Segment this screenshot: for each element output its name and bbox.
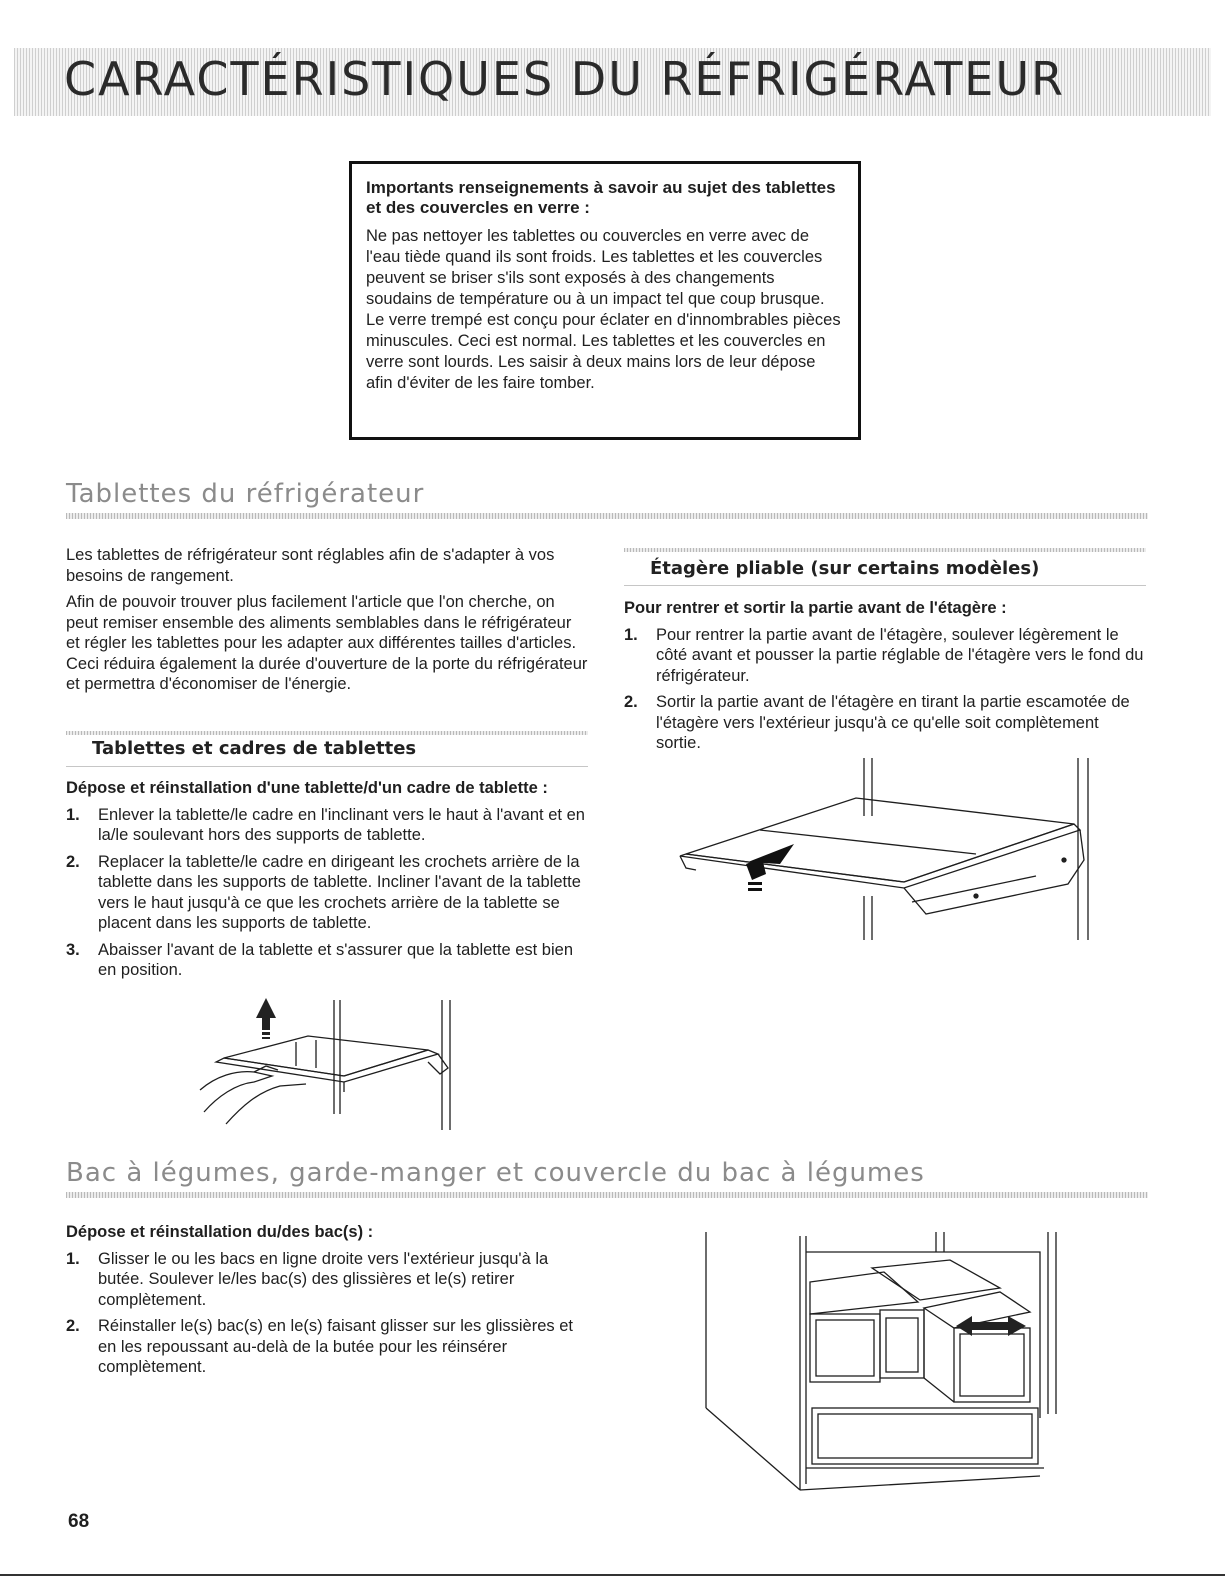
list-item: 2. Réinstaller le(s) bac(s) en le(s) faisant glisser sur les glissières et en les repoussant au-delà de la butée pour les réinsérer complètement. xyxy=(66,1317,573,1376)
folding-heading: Étagère pliable (sur certains modèles) xyxy=(650,558,1040,579)
folding-top-rule xyxy=(624,548,1146,552)
list-item: 1. Glisser le ou les bacs en ligne droite vers l'extérieur jusqu'à la butée. Soulever le/les bac(s) des glissières et le(s) retirer complètement. xyxy=(66,1249,549,1309)
frames-steps xyxy=(66,805,588,981)
list-item: 1. Enlever la tablette/le cadre en l'inclinant vers le haut à l'avant et en la/le soulevant hors des supports de tablette. xyxy=(66,805,585,844)
list-item: 2. Sortir la partie avant de l'étagère en tirant la partie escamotée de l'étagère vers l'extérieur jusqu'à ce qu'elle soit complètement sortie. xyxy=(624,693,1130,752)
list-item: 1. Pour rentrer la partie avant de l'étagère, soulever légèrement le côté avant et pousser la partie réglable de l'étagère vers le fond du réfrigérateur. xyxy=(624,625,1144,685)
crisper-heading-rule xyxy=(66,1192,1148,1198)
folding-steps xyxy=(624,625,1146,754)
list-item: 3. Abaisser l'avant de la tablette et s'assurer que la tablette est bien en position. xyxy=(66,940,574,979)
folding-instr-title: Pour rentrer et sortir la partie avant de l'étagère : xyxy=(624,599,1007,617)
page-number: 68 xyxy=(68,1511,90,1532)
crisper-instructions xyxy=(66,1222,588,1384)
notice-body: Ne pas nettoyer les tablettes ou couvercles en verre avec de l'eau tiède quand ils sont froids. Les tablettes et les couvercles peuvent se briser s'ils sont exposés à des changements soudains de température ou à un impact tel que coup brusque. Le verre trempé est conçu pour éclater en d'innombrables pièces minuscules. Ceci est normal. Les tablettes et les couvercles en verre sont lourds. Les saisir à deux mains lors de leur dépose afin d'éviter de les faire tomber. xyxy=(366,227,841,392)
crisper-heading: Bac à légumes, garde-manger et couvercle du bac à légumes xyxy=(66,1158,925,1188)
folding-shelf-illustration xyxy=(676,756,1106,944)
shelves-intro-paragraph-1: Les tablettes de réfrigérateur sont réglables afin de s'adapter à vos besoins de rangement. xyxy=(66,546,555,585)
frames-top-rule xyxy=(66,731,588,735)
crisper-drawer-illustration xyxy=(700,1228,1070,1494)
page-title: CARACTÉRISTIQUES DU RÉFRIGÉRATEUR xyxy=(64,52,1066,106)
notice-title: Importants renseignements à savoir au sujet des tablettes et des couvercles en verre : xyxy=(366,178,836,217)
glass-notice-box xyxy=(349,161,861,440)
bottom-rule xyxy=(0,1574,1225,1576)
crisper-steps xyxy=(66,1249,588,1378)
shelf-removal-illustration xyxy=(196,996,476,1132)
shelves-intro-paragraph-2: Afin de pouvoir trouver plus facilement l'article que l'on cherche, on peut remiser ensemble des aliments semblables dans le réfrigérateur et régler les tablettes pour les adapter aux différentes tailles d'articles. Ceci réduira également la durée d'ouverture de la porte du réfrigérateur et permettra d'économiser de l'énergie. xyxy=(66,593,588,693)
folding-instructions xyxy=(624,598,1146,760)
shelves-heading-rule xyxy=(66,513,1148,519)
shelves-heading: Tablettes du réfrigérateur xyxy=(66,479,425,509)
arrow-up-icon xyxy=(256,998,276,1030)
shelves-intro xyxy=(66,545,588,695)
frames-bottom-rule xyxy=(66,766,588,767)
frames-instructions xyxy=(66,778,588,987)
crisper-instr-title: Dépose et réinstallation du/des bac(s) : xyxy=(66,1223,374,1241)
frames-heading: Tablettes et cadres de tablettes xyxy=(92,738,417,759)
frames-instr-title: Dépose et réinstallation d'une tablette/d'un cadre de tablette : xyxy=(66,779,548,797)
list-item: 2. Replacer la tablette/le cadre en dirigeant les crochets arrière de la tablette dans les supports de tablette. Incliner l'avant de la tablette vers le haut jusqu'à ce que les crochets arrière de la tablette se placent dans les supports de tablette. xyxy=(66,852,581,932)
folding-bottom-rule xyxy=(624,585,1146,586)
double-arrow-icon xyxy=(956,1316,1026,1336)
